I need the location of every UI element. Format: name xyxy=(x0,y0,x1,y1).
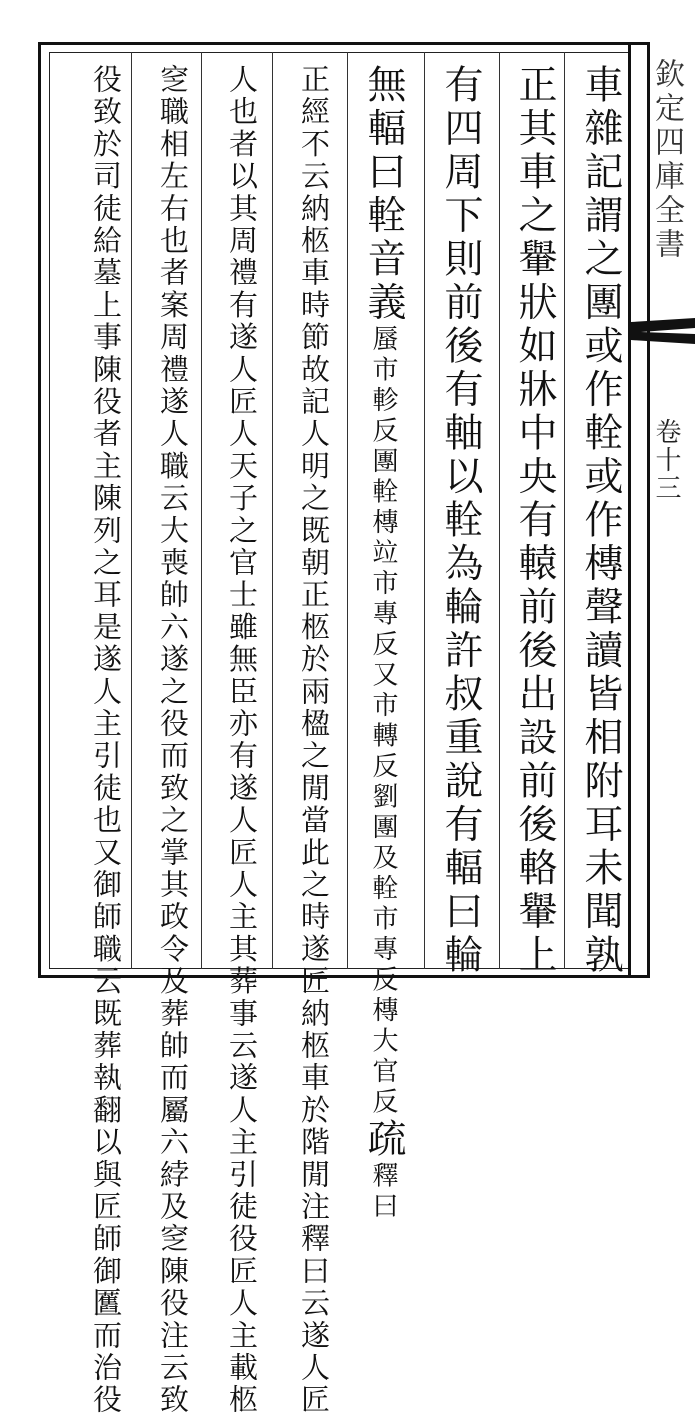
commentary-marker: 疏 xyxy=(361,1118,406,1162)
pronunciation-note-marker: 音義 xyxy=(361,238,406,325)
center-fold-line xyxy=(628,42,631,978)
text-column-2: 正其車之轝狀如牀中央有轅前後出設前後輅轝上 xyxy=(512,64,557,978)
margin-book-title: 欽定四庫全書 xyxy=(649,58,684,262)
column-rule xyxy=(424,52,425,969)
fish-tail-mark-icon xyxy=(631,318,695,344)
text-column-6: 人也者以其周禮有遂人匠人天子之官士雖無臣亦有遂人匠人主其葬事云遂人主引徒役匠人主載柩 xyxy=(225,64,259,1416)
text-column-4 xyxy=(357,64,406,1223)
text-column-8: 役致於司徒給墓上事陳役者主陳列之耳是遂人主引徒也又御師職云既葬執翻以與匠師御匶而治役 xyxy=(89,64,123,1416)
text-column-1: 車雜記謂之團或作輇或作槫聲讀皆相附耳未聞孰 xyxy=(578,64,623,978)
column-rule xyxy=(131,52,132,969)
pronunciation-note: 蜃市軫反團輇槫竝市專反又市轉反劉團及輇市專反槫大官反 xyxy=(368,325,398,1118)
main-text: 無輻曰輇 xyxy=(361,64,406,238)
column-rule xyxy=(347,52,348,969)
column-rule xyxy=(201,52,202,969)
commentary-intro: 釋曰 xyxy=(368,1161,398,1223)
column-rule xyxy=(564,52,565,969)
column-rule xyxy=(272,52,273,969)
column-rule xyxy=(499,52,500,969)
text-column-3: 有四周下則前後有軸以輇為輪許叔重說有輻曰輪 xyxy=(438,64,483,978)
margin-juan-number: 卷十三 xyxy=(651,418,681,502)
text-column-5: 正經不云納柩車時節故記人明之既朝正柩於兩楹之閒當此之時遂匠納柩車於階閒注釋曰云遂人匠 xyxy=(297,64,331,1416)
text-column-7: 窆職相左右也者案周禮遂人職云大喪帥六遂之役而致之掌其政令及葬帥而屬六綍及窆陳役注云致 xyxy=(156,64,190,1416)
